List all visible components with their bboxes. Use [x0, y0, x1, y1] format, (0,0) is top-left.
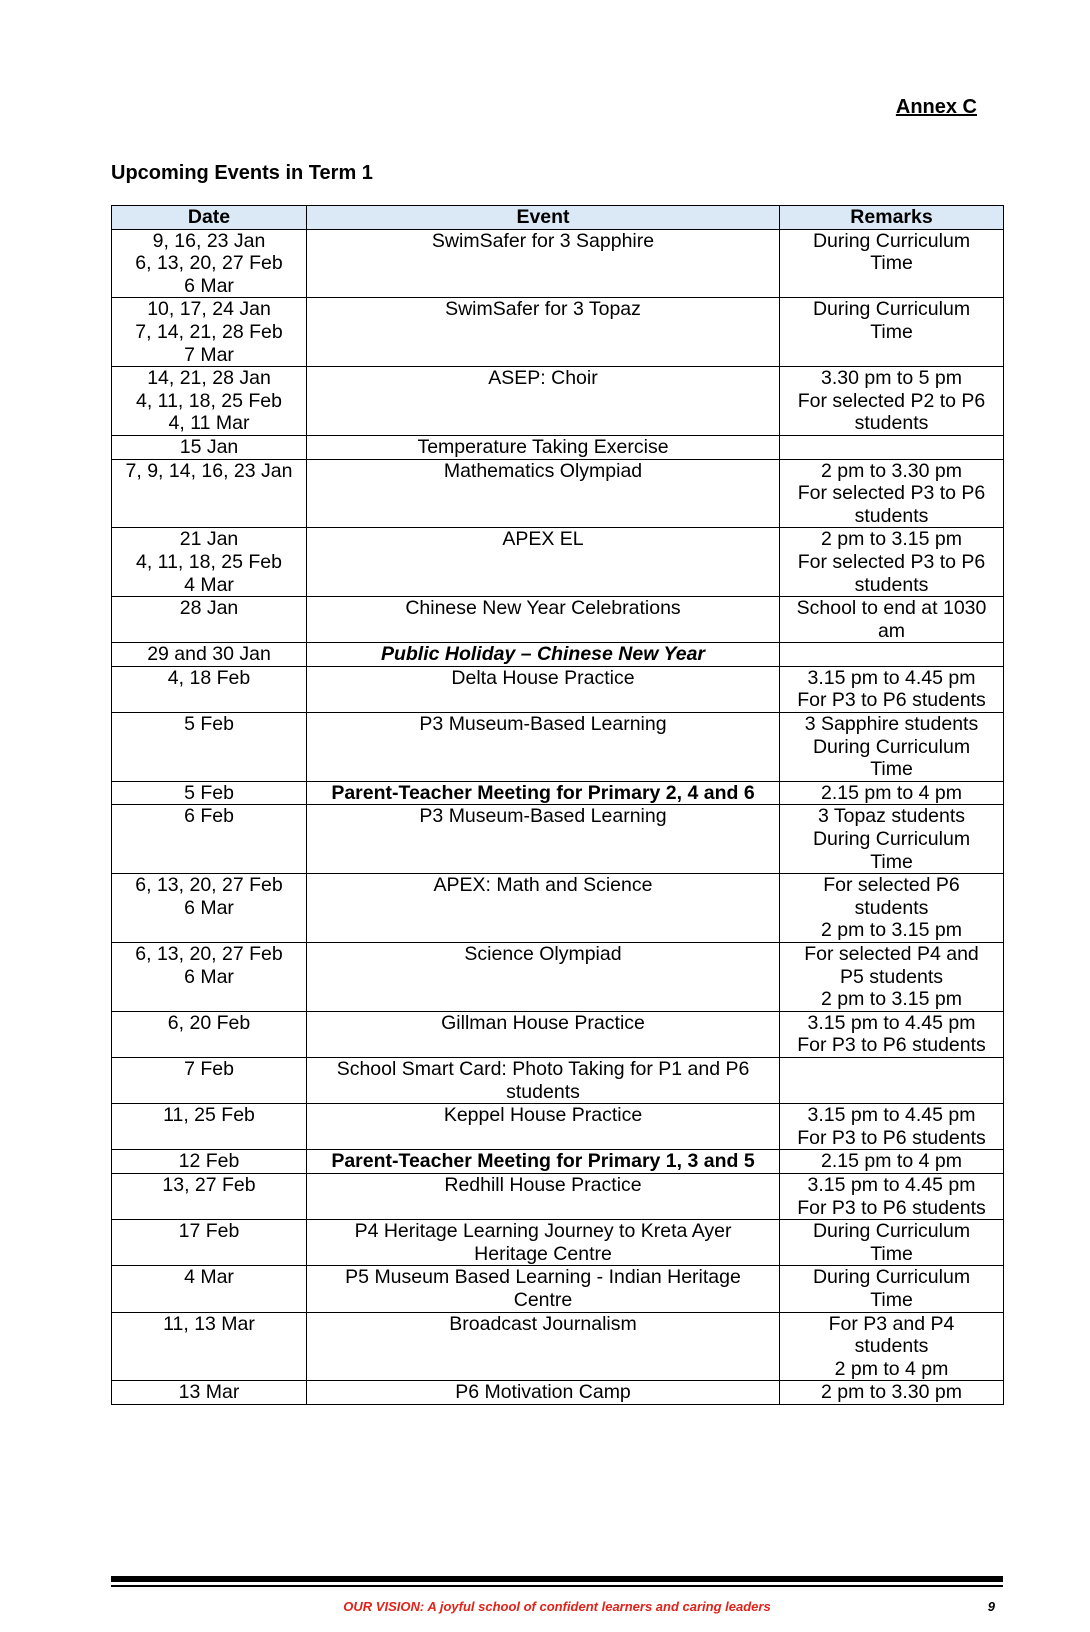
date-cell: 10, 17, 24 Jan 7, 14, 21, 28 Feb 7 Mar	[112, 298, 307, 367]
date-cell: 7 Feb	[112, 1057, 307, 1103]
event-cell: APEX: Math and Science	[307, 874, 780, 943]
header-remarks: Remarks	[780, 206, 1004, 230]
remarks-cell: 2.15 pm to 4 pm	[780, 781, 1004, 805]
table-row	[112, 1266, 1004, 1312]
table-row	[112, 459, 1004, 528]
page-number: 9	[987, 1599, 995, 1614]
table-row	[112, 643, 1004, 667]
event-cell: P3 Museum-Based Learning	[307, 713, 780, 782]
event-cell: SwimSafer for 3 Sapphire	[307, 229, 780, 298]
remarks-cell: 3.15 pm to 4.45 pm For P3 to P6 students	[780, 1011, 1004, 1057]
event-cell: Public Holiday – Chinese New Year	[307, 643, 780, 667]
date-cell: 12 Feb	[112, 1150, 307, 1174]
remarks-cell: 2 pm to 3.30 pm	[780, 1381, 1004, 1405]
date-cell: 4, 18 Feb	[112, 666, 307, 712]
date-cell: 6 Feb	[112, 805, 307, 874]
event-cell: Chinese New Year Celebrations	[307, 597, 780, 643]
table-row	[112, 367, 1004, 436]
table-row	[112, 229, 1004, 298]
event-cell: P5 Museum Based Learning - Indian Heritage Centre	[307, 1266, 780, 1312]
table-header-row	[112, 206, 1004, 230]
date-cell: 11, 25 Feb	[112, 1104, 307, 1150]
date-cell: 9, 16, 23 Jan 6, 13, 20, 27 Feb 6 Mar	[112, 229, 307, 298]
table-row	[112, 1173, 1004, 1219]
remarks-cell: For P3 and P4 students 2 pm to 4 pm	[780, 1312, 1004, 1381]
remarks-cell: 3.30 pm to 5 pm For selected P2 to P6 students	[780, 367, 1004, 436]
event-cell: Temperature Taking Exercise	[307, 435, 780, 459]
remarks-cell: 2 pm to 3.30 pm For selected P3 to P6 students	[780, 459, 1004, 528]
table-row	[112, 666, 1004, 712]
remarks-cell	[780, 1057, 1004, 1103]
table-row	[112, 1381, 1004, 1405]
page-heading: Upcoming Events in Term 1	[111, 162, 373, 184]
table-row	[112, 781, 1004, 805]
footer-rule-thin	[111, 1585, 1003, 1587]
table-row	[112, 805, 1004, 874]
date-cell: 4 Mar	[112, 1266, 307, 1312]
event-cell: SwimSafer for 3 Topaz	[307, 298, 780, 367]
date-cell: 17 Feb	[112, 1220, 307, 1266]
remarks-cell: 3.15 pm to 4.45 pm For P3 to P6 students	[780, 1173, 1004, 1219]
table-row	[112, 874, 1004, 943]
date-cell: 29 and 30 Jan	[112, 643, 307, 667]
remarks-cell: 2.15 pm to 4 pm	[780, 1150, 1004, 1174]
event-cell: ASEP: Choir	[307, 367, 780, 436]
date-cell: 6, 20 Feb	[112, 1011, 307, 1057]
table-row	[112, 597, 1004, 643]
table-row	[112, 1312, 1004, 1381]
remarks-cell: 3 Sapphire students During Curriculum Time	[780, 713, 1004, 782]
date-cell: 11, 13 Mar	[112, 1312, 307, 1381]
table-row	[112, 298, 1004, 367]
event-cell: Gillman House Practice	[307, 1011, 780, 1057]
event-cell: Broadcast Journalism	[307, 1312, 780, 1381]
remarks-cell: For selected P6 students 2 pm to 3.15 pm	[780, 874, 1004, 943]
table-row	[112, 1150, 1004, 1174]
date-cell: 7, 9, 14, 16, 23 Jan	[112, 459, 307, 528]
event-cell: P3 Museum-Based Learning	[307, 805, 780, 874]
table-row	[112, 1011, 1004, 1057]
date-cell: 5 Feb	[112, 781, 307, 805]
table-row	[112, 1104, 1004, 1150]
remarks-cell: During Curriculum Time	[780, 298, 1004, 367]
table-row	[112, 528, 1004, 597]
event-cell: Parent-Teacher Meeting for Primary 1, 3 and 5	[307, 1150, 780, 1174]
events-table-body	[112, 229, 1004, 1404]
event-cell: School Smart Card: Photo Taking for P1 and P6 students	[307, 1057, 780, 1103]
table-row	[112, 943, 1004, 1012]
event-cell: P6 Motivation Camp	[307, 1381, 780, 1405]
footer-rule-thick	[111, 1576, 1003, 1582]
remarks-cell: During Curriculum Time	[780, 229, 1004, 298]
date-cell: 6, 13, 20, 27 Feb 6 Mar	[112, 943, 307, 1012]
event-cell: Parent-Teacher Meeting for Primary 2, 4 and 6	[307, 781, 780, 805]
date-cell: 5 Feb	[112, 713, 307, 782]
event-cell: Science Olympiad	[307, 943, 780, 1012]
table-row	[112, 1057, 1004, 1103]
remarks-cell: 3.15 pm to 4.45 pm For P3 to P6 students	[780, 1104, 1004, 1150]
remarks-cell: For selected P4 and P5 students 2 pm to 3.15 pm	[780, 943, 1004, 1012]
event-cell: Keppel House Practice	[307, 1104, 780, 1150]
annex-label: Annex C	[895, 96, 977, 118]
remarks-cell: School to end at 1030 am	[780, 597, 1004, 643]
date-cell: 21 Jan 4, 11, 18, 25 Feb 4 Mar	[112, 528, 307, 597]
date-cell: 15 Jan	[112, 435, 307, 459]
remarks-cell	[780, 435, 1004, 459]
header-date: Date	[112, 206, 307, 230]
remarks-cell: During Curriculum Time	[780, 1220, 1004, 1266]
remarks-cell: 3 Topaz students During Curriculum Time	[780, 805, 1004, 874]
table-row	[112, 435, 1004, 459]
vision-statement: OUR VISION: A joyful school of confident learners and caring leaders	[343, 1599, 771, 1614]
event-cell: Delta House Practice	[307, 666, 780, 712]
event-cell: Redhill House Practice	[307, 1173, 780, 1219]
date-cell: 14, 21, 28 Jan 4, 11, 18, 25 Feb 4, 11 Mar	[112, 367, 307, 436]
event-cell: Mathematics Olympiad	[307, 459, 780, 528]
header-event: Event	[307, 206, 780, 230]
remarks-cell: 2 pm to 3.15 pm For selected P3 to P6 students	[780, 528, 1004, 597]
event-cell: P4 Heritage Learning Journey to Kreta Ayer Heritage Centre	[307, 1220, 780, 1266]
remarks-cell	[780, 643, 1004, 667]
date-cell: 13, 27 Feb	[112, 1173, 307, 1219]
date-cell: 28 Jan	[112, 597, 307, 643]
event-cell: APEX EL	[307, 528, 780, 597]
table-row	[112, 1220, 1004, 1266]
date-cell: 13 Mar	[112, 1381, 307, 1405]
remarks-cell: 3.15 pm to 4.45 pm For P3 to P6 students	[780, 666, 1004, 712]
date-cell: 6, 13, 20, 27 Feb 6 Mar	[112, 874, 307, 943]
table-row	[112, 713, 1004, 782]
events-table	[111, 205, 1004, 1405]
remarks-cell: During Curriculum Time	[780, 1266, 1004, 1312]
